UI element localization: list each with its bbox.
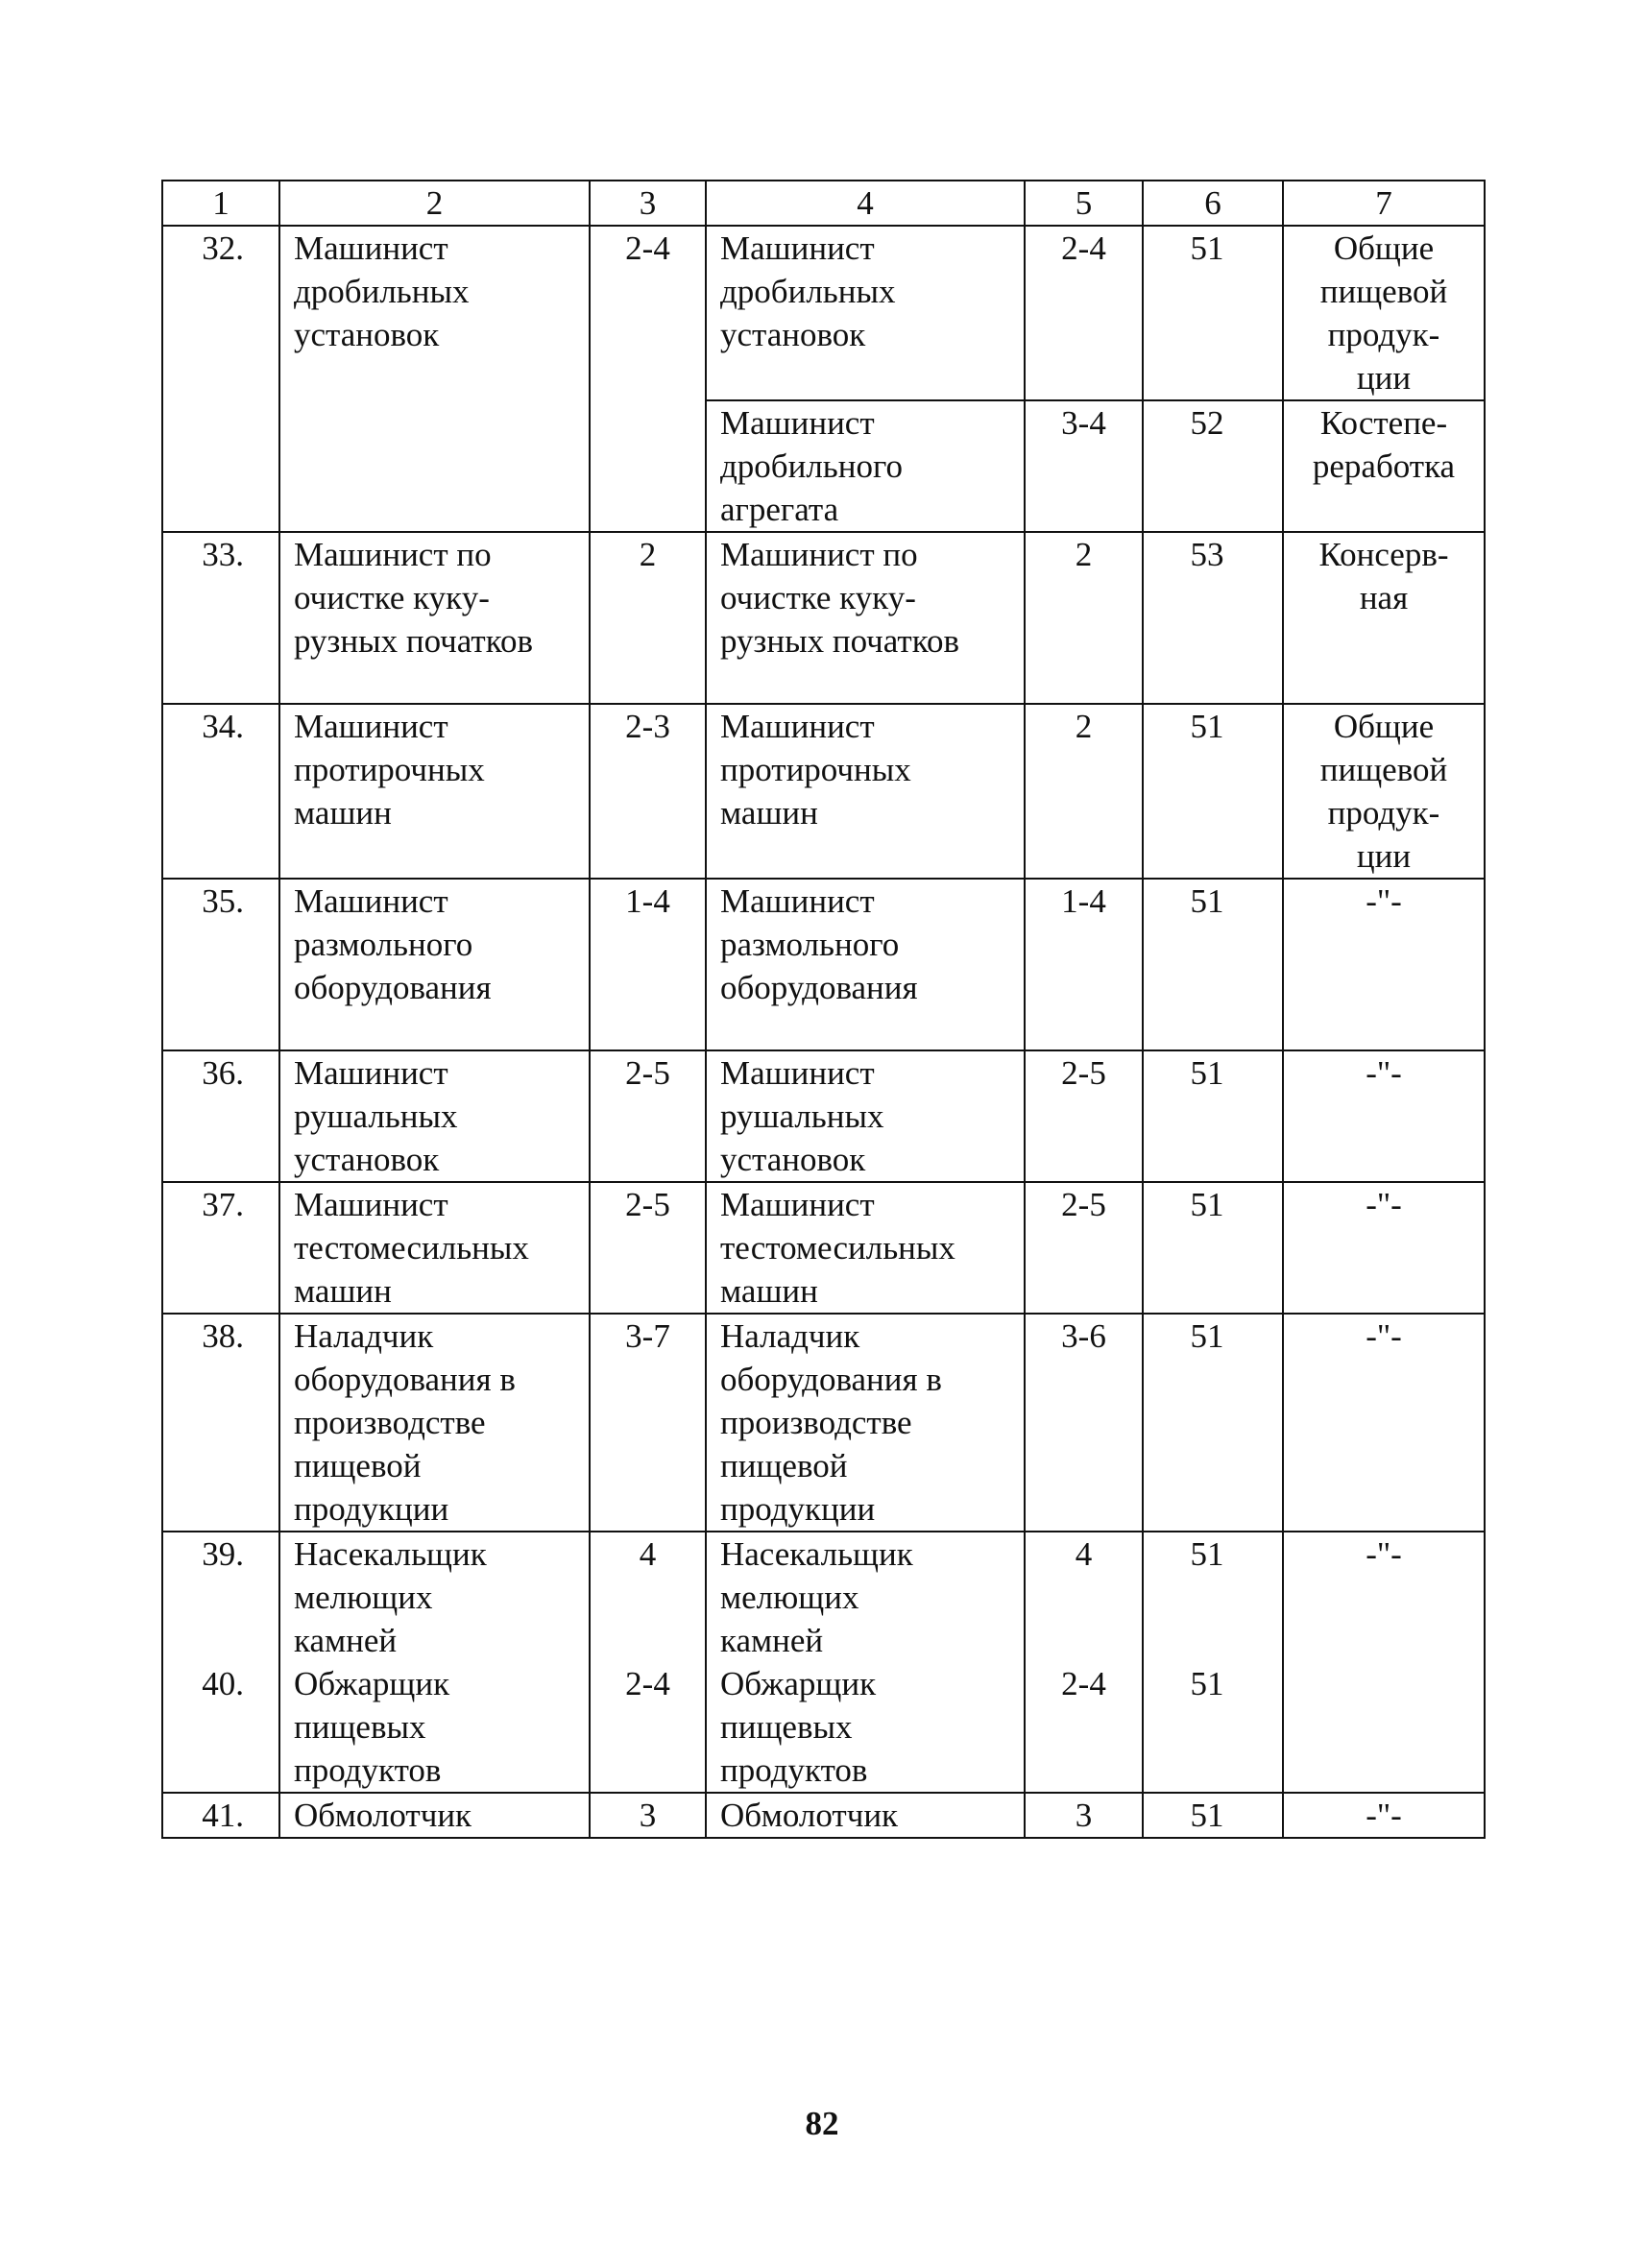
table-row [162, 1314, 1485, 1532]
etks-occupation-name [706, 1793, 1025, 1838]
occupation-name [279, 704, 590, 879]
text-line: 4 [639, 1535, 657, 1573]
text-line: мелющих [720, 1579, 859, 1616]
text-line: пищевой [1319, 273, 1448, 310]
text-line: машин [294, 1272, 392, 1310]
text-line: Наладчик [720, 1317, 860, 1355]
text-line: -"- [1366, 1186, 1402, 1223]
text-line: рушальных [294, 1098, 458, 1135]
text-line: тестомесильных [294, 1229, 529, 1267]
text-line: Машинист [720, 1186, 875, 1223]
text-line: -"- [1366, 1797, 1402, 1834]
text-line: производстве [720, 1404, 912, 1441]
text-line: продук- [1327, 316, 1440, 353]
text-line: Общие [1333, 229, 1435, 267]
text-line: Насекальщик [720, 1535, 913, 1573]
text-line: размольного [294, 926, 473, 963]
etks-issue-code: 51 [1143, 879, 1283, 1050]
text-line: установок [720, 1141, 866, 1178]
text-line: продук- [1327, 794, 1440, 832]
etks-grade-range: 2-5 [1025, 1050, 1143, 1182]
text-line: тестомесильных [720, 1229, 955, 1267]
header-cell: 7 [1283, 181, 1485, 226]
etks-grade-range [1025, 1532, 1143, 1793]
text-line: дробильного [720, 447, 903, 485]
etks-grade-range: 2-5 [1025, 1182, 1143, 1314]
etks-occupation-name [706, 1532, 1025, 1793]
text-line: дробильных [720, 273, 896, 310]
etks-grade-range: 1-4 [1025, 879, 1143, 1050]
header-cell: 1 [162, 181, 279, 226]
table-row [162, 704, 1485, 879]
sector-section [1283, 1182, 1485, 1314]
text-line: рузных початков [294, 622, 533, 660]
row-number: 35. [162, 879, 279, 1050]
text-line: 51 [1190, 1535, 1224, 1573]
etks-grade-range: 3 [1025, 1793, 1143, 1838]
occupations-table [161, 180, 1486, 1839]
grade-range: 2-5 [590, 1182, 706, 1314]
grade-range: 1-4 [590, 879, 706, 1050]
text-line: Машинист по [720, 536, 918, 573]
etks-issue-code: 51 [1143, 1793, 1283, 1838]
etks-issue-code [1143, 1532, 1283, 1793]
text-line: Костепе- [1319, 404, 1448, 442]
text-line: пищевой [294, 1447, 422, 1484]
etks-grade-range: 3-6 [1025, 1314, 1143, 1532]
sector-section [1283, 1050, 1485, 1182]
text-line: дробильных [294, 273, 470, 310]
row-number: 36. [162, 1050, 279, 1182]
text-line: 40. [202, 1665, 244, 1702]
text-line: продукции [720, 1490, 876, 1528]
text-line: очистке куку- [720, 579, 916, 616]
occupation-name [279, 879, 590, 1050]
row-number: 41. [162, 1793, 279, 1838]
sector-section [1283, 879, 1485, 1050]
sector-section [1283, 1793, 1485, 1838]
text-line: Обжарщик [720, 1665, 877, 1702]
text-line: Машинист [720, 882, 875, 920]
text-line: протирочных [720, 751, 911, 788]
etks-issue-code: 51 [1143, 704, 1283, 879]
row-number: 32. [162, 226, 279, 532]
etks-occupation-name [706, 532, 1025, 704]
text-line: Машинист [294, 229, 448, 267]
occupation-name [279, 1314, 590, 1532]
sector-section [1283, 400, 1485, 532]
sector-section [1283, 226, 1485, 400]
text-line: Консерв- [1318, 536, 1449, 573]
header-cell: 3 [590, 181, 706, 226]
text-line: рузных початков [720, 622, 959, 660]
row-number: 37. [162, 1182, 279, 1314]
row-number: 33. [162, 532, 279, 704]
table-row [162, 532, 1485, 704]
text-line: Обжарщик [294, 1665, 450, 1702]
text-line: машин [294, 794, 392, 832]
text-line: Насекальщик [294, 1535, 487, 1573]
text-line: агрегата [720, 491, 839, 528]
etks-occupation-name [706, 1050, 1025, 1182]
text-line: 2-4 [1061, 1665, 1106, 1702]
text-line: Наладчик [294, 1317, 434, 1355]
etks-occupation-name [706, 226, 1025, 400]
text-line: ции [1356, 359, 1412, 397]
etks-occupation-name [706, 400, 1025, 532]
etks-occupation-name [706, 704, 1025, 879]
row-number [162, 1532, 279, 1793]
row-number: 34. [162, 704, 279, 879]
text-line: 39. [202, 1535, 244, 1573]
sector-section [1283, 1314, 1485, 1532]
text-line: ции [1356, 837, 1412, 875]
text-line: -"- [1366, 1054, 1402, 1092]
text-line: Машинист [720, 404, 875, 442]
text-line: пищевой [720, 1447, 848, 1484]
occupation-name [279, 532, 590, 704]
text-line: Машинист [720, 708, 875, 745]
sector-section [1283, 1532, 1485, 1793]
sector-section [1283, 704, 1485, 879]
occupation-name [279, 1793, 590, 1838]
text-line: размольного [720, 926, 900, 963]
etks-issue-code: 52 [1143, 400, 1283, 532]
text-line: оборудования [294, 969, 492, 1006]
text-line: Машинист [294, 882, 448, 920]
etks-issue-code: 53 [1143, 532, 1283, 704]
grade-range [590, 1532, 706, 1793]
page-number: 82 [805, 2105, 839, 2142]
text-line: пищевых [294, 1708, 426, 1746]
header-cell: 4 [706, 181, 1025, 226]
sector-section [1283, 532, 1485, 704]
text-line: пищевой [1319, 751, 1448, 788]
text-line: Обмолотчик [294, 1797, 472, 1834]
text-line: 4 [1075, 1535, 1093, 1573]
text-line: установок [294, 1141, 440, 1178]
text-line: Машинист [294, 708, 448, 745]
text-line: рушальных [720, 1098, 884, 1135]
text-line: Общие [1333, 708, 1435, 745]
row-number: 38. [162, 1314, 279, 1532]
grade-range: 2-3 [590, 704, 706, 879]
occupation-name [279, 226, 590, 532]
header-row [162, 181, 1485, 226]
table-row [162, 1532, 1485, 1793]
text-line: Машинист [294, 1186, 448, 1223]
text-line: -"- [1366, 1317, 1402, 1355]
etks-issue-code: 51 [1143, 1182, 1283, 1314]
grade-range: 3-7 [590, 1314, 706, 1532]
grade-range: 3 [590, 1793, 706, 1838]
text-line: установок [294, 316, 440, 353]
etks-occupation-name [706, 879, 1025, 1050]
grade-range: 2 [590, 532, 706, 704]
text-line: Обмолотчик [720, 1797, 899, 1834]
text-line: -"- [1366, 882, 1402, 920]
occupation-name [279, 1050, 590, 1182]
table-row [162, 1050, 1485, 1182]
header-cell: 5 [1025, 181, 1143, 226]
text-line: камней [720, 1622, 824, 1659]
etks-occupation-name [706, 1314, 1025, 1532]
text-line: Машинист по [294, 536, 492, 573]
text-line: очистке куку- [294, 579, 490, 616]
text-line: 2-4 [625, 1665, 670, 1702]
text-line: машин [720, 794, 818, 832]
text-line: Машинист [720, 229, 875, 267]
text-line: пищевых [720, 1708, 853, 1746]
etks-occupation-name [706, 1182, 1025, 1314]
text-line: Машинист [294, 1054, 448, 1092]
text-line: реработка [1312, 447, 1456, 485]
etks-issue-code: 51 [1143, 1050, 1283, 1182]
text-line: оборудования [720, 969, 918, 1006]
occupation-name [279, 1532, 590, 1793]
text-line: продуктов [720, 1751, 868, 1789]
text-line: установок [720, 316, 866, 353]
text-line: машин [720, 1272, 818, 1310]
table-row [162, 1182, 1485, 1314]
etks-grade-range: 2-4 [1025, 226, 1143, 400]
grade-range: 2-5 [590, 1050, 706, 1182]
etks-issue-code: 51 [1143, 226, 1283, 400]
text-line: протирочных [294, 751, 485, 788]
text-line: 51 [1190, 1665, 1224, 1702]
etks-issue-code: 51 [1143, 1314, 1283, 1532]
text-line: мелющих [294, 1579, 433, 1616]
etks-grade-range: 3-4 [1025, 400, 1143, 532]
table-row [162, 1793, 1485, 1838]
header-cell: 6 [1143, 181, 1283, 226]
etks-grade-range: 2 [1025, 532, 1143, 704]
text-line: оборудования в [294, 1361, 516, 1398]
occupation-name [279, 1182, 590, 1314]
table-row [162, 879, 1485, 1050]
grade-range: 2-4 [590, 226, 706, 532]
text-line: камней [294, 1622, 398, 1659]
etks-grade-range: 2 [1025, 704, 1143, 879]
text-line: производстве [294, 1404, 486, 1441]
text-line: оборудования в [720, 1361, 942, 1398]
text-line: ная [1359, 579, 1409, 616]
text-line: Машинист [720, 1054, 875, 1092]
text-line: продукции [294, 1490, 449, 1528]
text-line: -"- [1366, 1535, 1402, 1573]
text-line: продуктов [294, 1751, 442, 1789]
header-cell: 2 [279, 181, 590, 226]
table-row [162, 226, 1485, 400]
